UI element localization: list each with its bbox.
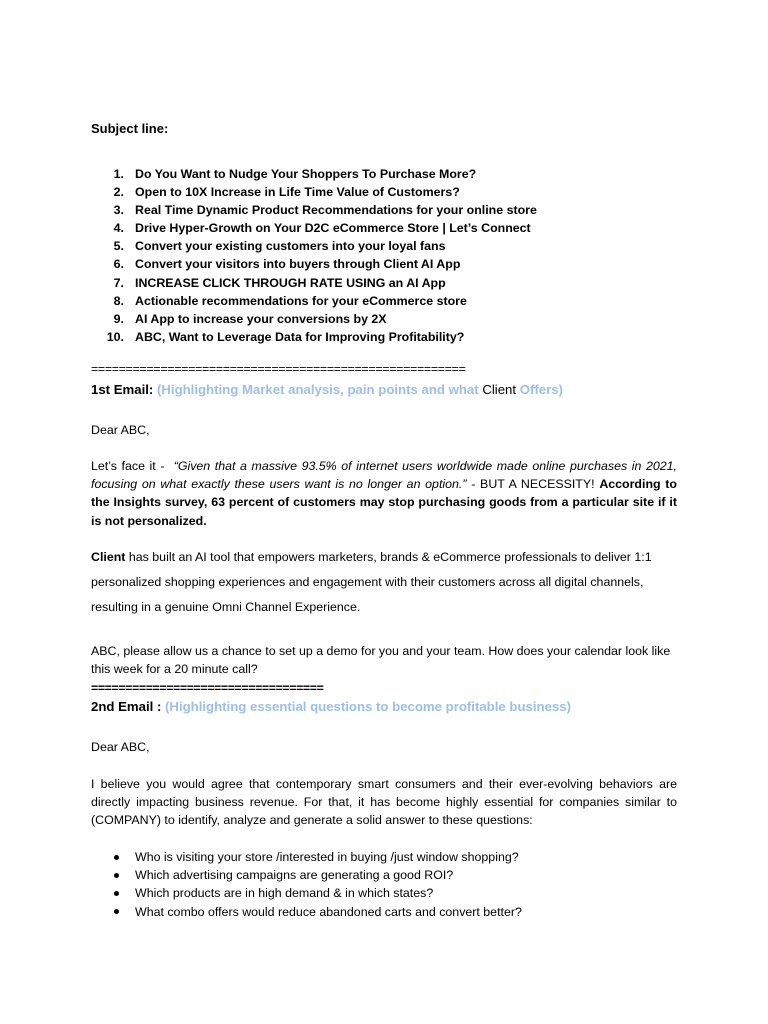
list-item: Who is visiting your store /interested in buying /just window shopping? [91, 848, 677, 866]
email1-heading [91, 382, 563, 397]
list-item: 10. ABC, Want to Leverage Data for Improving Profitability? [106, 329, 465, 344]
list-item: 9. AI App to increase your conversions by 2X [113, 311, 387, 326]
list-item: What combo offers would reduce abandoned carts and convert better? [91, 903, 677, 921]
email1-label: 1st Email: [91, 382, 154, 397]
subject-line-list [91, 165, 691, 346]
email1-description-client: Client [482, 382, 517, 397]
survey-statistic: According to the Insights survey, 63 percent of customers may stop purchasing goods from a particular site if it is not personalized. [91, 477, 677, 528]
email1-paragraph-1: Let’s face it - “Given that a massive 93.5% of internet users worldwide made online purchases in 2021, focusing on what exactly these users want is no longer an option.” - BUT A NECESSITY! According to the Insights survey, 63 percent of customers may stop purchasing goods from a particular site if it is not personalized. [91, 459, 677, 528]
list-item: Which advertising campaigns are generating a good ROI? [91, 866, 677, 884]
list-item: 7. INCREASE CLICK THROUGH RATE USING an AI App [113, 275, 446, 290]
client-name: Client [91, 550, 126, 564]
question-list [91, 848, 677, 921]
separator-line: ====================================================== [91, 362, 466, 376]
list-item: 4. Drive Hyper-Growth on Your D2C eCommerce Store | Let’s Connect [113, 221, 531, 236]
email2-greeting: Dear ABC, [91, 740, 150, 754]
list-item: Which products are in high demand & in which states? [91, 884, 677, 902]
email1-description-end: Offers) [519, 382, 563, 397]
list-item: 1. Do You Want to Nudge Your Shoppers To Purchase More? [113, 167, 477, 181]
list-item: 2. Open to 10X Increase in Life Time Value of Customers? [113, 185, 460, 200]
email2-paragraph-1: I believe you would agree that contemporary smart consumers and their ever-evolving behaviors are directly impacting business revenue. For that, it has become highly essential for companies similar to (COMPANY) to identify, analyze and generate a solid answer to these questions: [91, 777, 677, 828]
list-item: 8. Actionable recommendations for your eCommerce store [113, 293, 467, 308]
email2-description: (Highlighting essential questions to become profitable business) [165, 699, 571, 714]
survey-quote: “Given that a massive 93.5% of internet users worldwide made online purchases in 2021, focusing on what exactly these users want is no longer an option.” [91, 459, 677, 492]
list-item: 6. Convert your visitors into buyers through Client AI App [113, 257, 461, 272]
email1-paragraph-2: Client has built an AI tool that empowers marketers, brands & eCommerce professionals to deliver 1:1 personalized shopping experiences and engagement with their customers across all digital channels, resulting in a genuine Omni Channel Experience. [91, 550, 652, 614]
email1-paragraph-3: ABC, please allow us a chance to set up a demo for you and your team. How does your calendar look like this week for a 20 minute call? [91, 644, 671, 677]
list-item: 3. Real Time Dynamic Product Recommendations for your online store [113, 203, 537, 218]
email1-description: (Highlighting Market analysis, pain points and what [156, 382, 479, 397]
email2-heading [91, 699, 571, 714]
email2-label: 2nd Email : [91, 699, 162, 714]
subject-heading: Subject line: [91, 121, 169, 136]
separator-line: ================================== [91, 681, 324, 695]
email1-greeting: Dear ABC, [91, 423, 150, 437]
list-item: 5. Convert your existing customers into your loyal fans [113, 239, 446, 254]
